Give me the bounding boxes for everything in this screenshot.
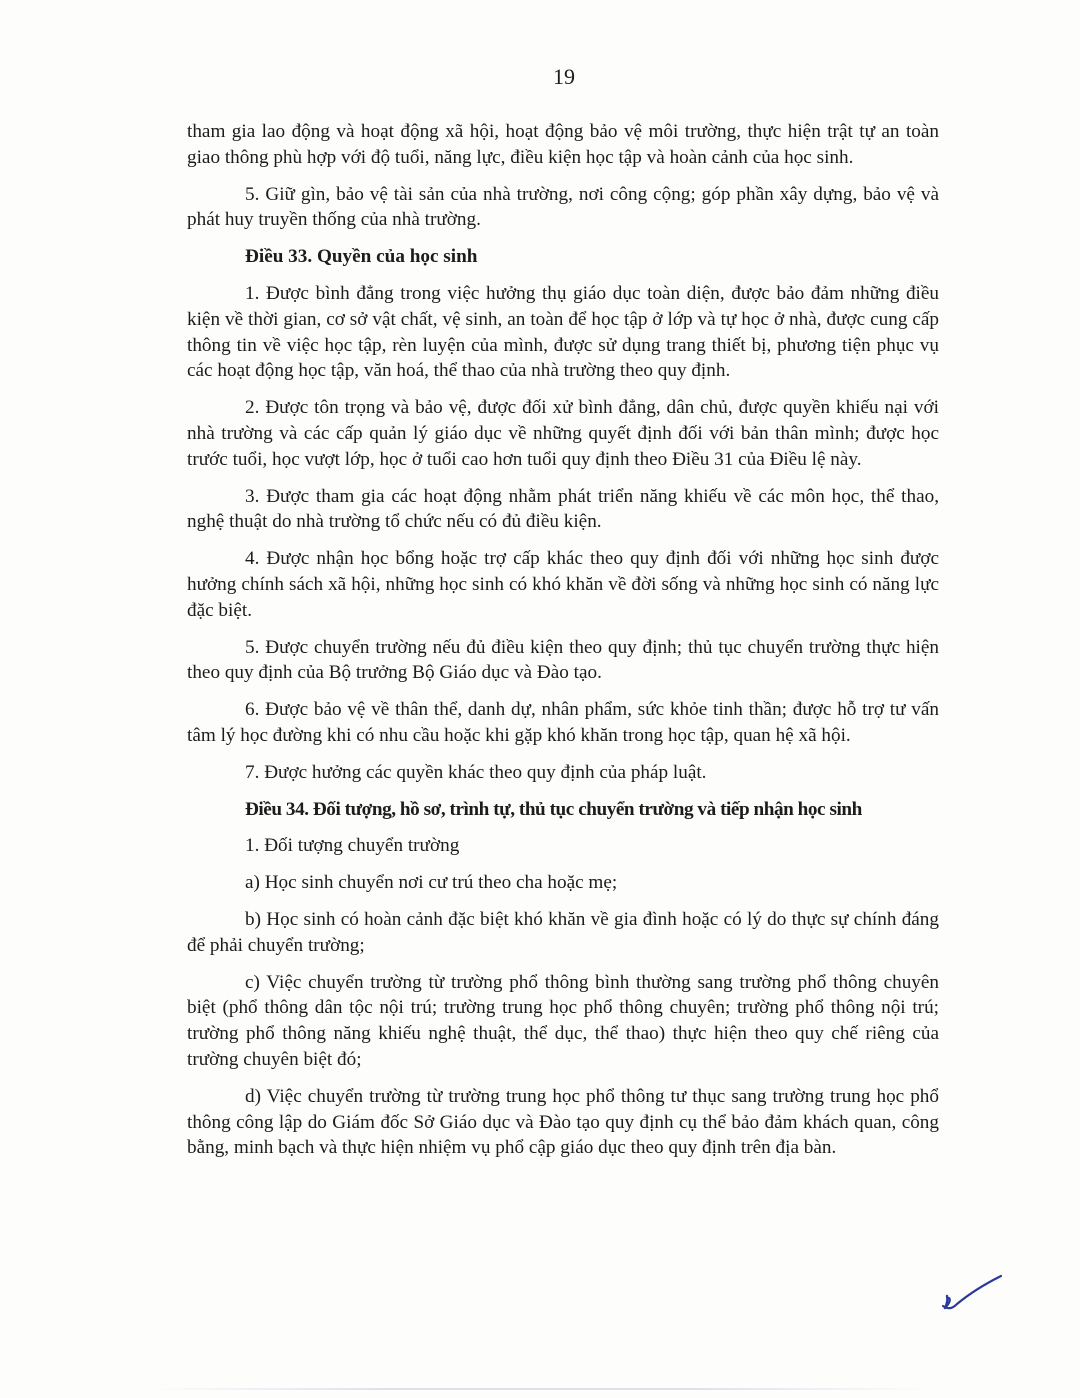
paragraph-item: 2. Được tôn trọng và bảo vệ, được đối xử bình đẳng, dân chủ, được quyền khiếu nại với nhà trường và các cấp quản lý giáo dục về những quyết định đối với bản thân mình; được học trước tuổi, học vượt lớp, học ở tuổi cao hơn tuổi quy định theo Điều 31 của Điều lệ này. bbox=[187, 397, 939, 470]
article-34-heading: Điều 34. Đối tượng, hồ sơ, trình tự, thủ tục chuyển trường và tiếp nhận học sinh bbox=[245, 798, 862, 820]
scan-edge-artifact bbox=[150, 1388, 930, 1390]
paragraph-item: 1. Đối tượng chuyển trường bbox=[245, 835, 460, 857]
paragraph-item: 5. Được chuyển trường nếu đủ điều kiện theo quy định; thủ tục chuyển trường thực hiện theo quy định của Bộ trưởng Bộ Giáo dục và Đào tạo. bbox=[187, 636, 939, 684]
page-number: 19 bbox=[553, 64, 575, 89]
document-body bbox=[187, 119, 939, 1172]
paragraph-item: b) Học sinh có hoàn cảnh đặc biệt khó khăn về gia đình hoặc có lý do thực sự chính đáng để phải chuyển trường; bbox=[187, 908, 939, 956]
article-33-heading: Điều 33. Quyền của học sinh bbox=[245, 246, 478, 268]
paragraph-item: 5. Giữ gìn, bảo vệ tài sản của nhà trường, nơi công cộng; góp phần xây dựng, bảo vệ và phát huy truyền thống của nhà trường. bbox=[187, 183, 939, 231]
paragraph-continuation: tham gia lao động và hoạt động xã hội, hoạt động bảo vệ môi trường, thực hiện trật tự an toàn giao thông phù hợp với độ tuổi, năng lực, điều kiện học tập và hoàn cảnh của học sinh. bbox=[187, 121, 939, 168]
paragraph-item: 4. Được nhận học bổng hoặc trợ cấp khác theo quy định đối với những học sinh được hưởng chính sách xã hội, những học sinh có khó khăn về đời sống và những học sinh có năng lực đặc biệt. bbox=[187, 548, 939, 621]
paragraph-item: 7. Được hưởng các quyền khác theo quy định của pháp luật. bbox=[245, 761, 707, 783]
paragraph-item: 1. Được bình đẳng trong việc hưởng thụ giáo dục toàn diện, được bảo đảm những điều kiện về thời gian, cơ sở vật chất, vệ sinh, an toàn để học tập ở lớp và tự học ở nhà, được cung cấp thông tin về việc học tập, rèn luyện của mình, được sử dụng trang thiết bị, phương tiện phục vụ các hoạt động học tập, văn hoá, thể thao của nhà trường theo quy định. bbox=[187, 282, 939, 382]
paragraph-item: c) Việc chuyển trường từ trường phổ thông bình thường sang trường phổ thông chuyên biệt (phổ thông dân tộc nội trú; trường trung học phổ thông chuyên; trường phổ thông nội trú; trường phổ thông năng khiếu nghệ thuật, thể dục, thể thao) thực hiện theo quy chế riêng của trường chuyên biệt đó; bbox=[187, 971, 939, 1070]
initial-signature-mark bbox=[935, 1270, 1005, 1315]
paragraph-item: 3. Được tham gia các hoạt động nhằm phát triển năng khiếu về các môn học, thể thao, nghệ thuật do nhà trường tổ chức nếu có đủ điều kiện. bbox=[187, 485, 939, 533]
paragraph-item: 6. Được bảo vệ về thân thể, danh dự, nhân phẩm, sức khỏe tinh thần; được hỗ trợ tư vấn tâm lý học đường khi có nhu cầu hoặc khi gặp khó khăn trong học tập, quan hệ xã hội. bbox=[187, 699, 939, 746]
paragraph-item: d) Việc chuyển trường từ trường trung học phổ thông tư thục sang trường trung học phổ thông công lập do Giám đốc Sở Giáo dục và Đào tạo quy định cụ thể bảo đảm khách quan, công bằng, minh bạch và thực hiện nhiệm vụ phổ cập giáo dục theo quy định trên địa bàn. bbox=[187, 1085, 939, 1159]
paragraph-item: a) Học sinh chuyển nơi cư trú theo cha hoặc mẹ; bbox=[245, 872, 618, 894]
